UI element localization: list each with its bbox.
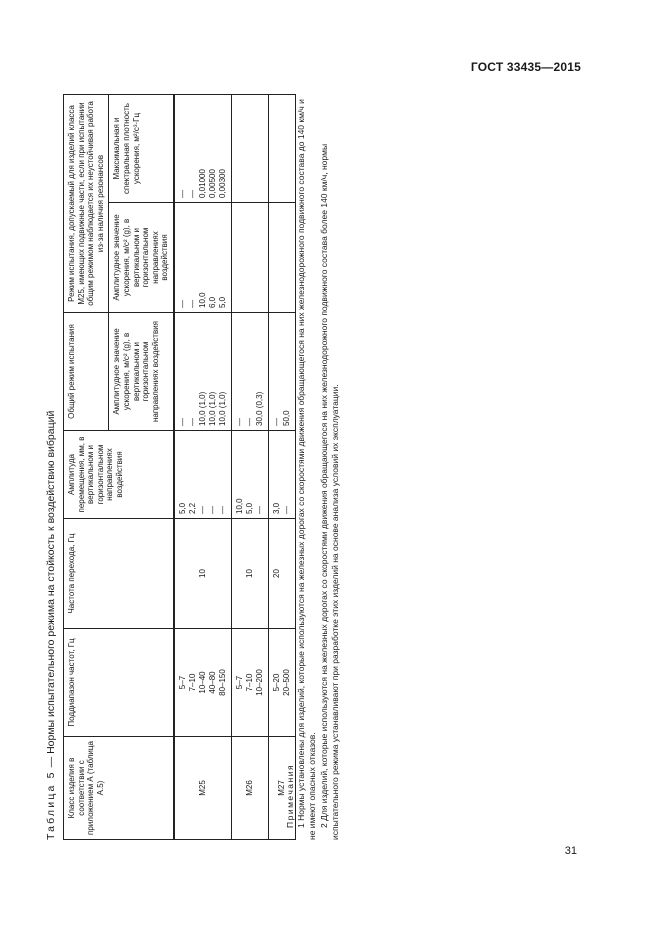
m25-accel-cell — [231, 203, 268, 313]
table-row — [174, 95, 232, 840]
header-class: Класс изделия в соответствии с приложением А (таблица А.5) — [64, 737, 174, 840]
rotated-table-area — [45, 95, 375, 840]
m25-accel-cell: — — 10,0 6,0 5,0 — [174, 203, 232, 313]
displacement-cell: 3,0 — — [268, 431, 295, 519]
freq-cell: 5–7 7–10 10–200 — [231, 629, 268, 737]
table-notes — [285, 95, 341, 840]
note-1: 1 Нормы установлены для изделий, которые используются на железных дорогах со скоростями движения обращающегося на них железнодорожного подвижного состава до 140 км/ч и не имеют опасных отказов. — [296, 99, 318, 840]
displacement-cell: 10,0 5,0 — — [231, 431, 268, 519]
caption-text: — Нормы испытательного режима на стойкость к воздействию вибраций — [45, 410, 57, 771]
m25-density-cell: — — 0,01000 0,00500 0,00300 — [174, 95, 232, 203]
transition-cell: 20 — [268, 519, 295, 629]
freq-cell: 5–7 7–10 10–40 40–80 80–150 — [174, 629, 232, 737]
note-2: 2 Для изделий, которые используются на железных дорогах со скоростями движения обращающегося на них железнодорожного подвижного состава более 140 км/ч, нормы испытательного режима устанавливают при разработке этих изделий на основе анализа условий их эксплуатации. — [318, 143, 340, 840]
general-accel-cell: — — 30,0 (0,3) — [231, 313, 268, 431]
subheader-m25-density: Максимальная и спектральная плотность ускорения, м²/с³·Гц — [109, 95, 174, 203]
caption-prefix: Таблица 5 — [45, 770, 57, 840]
table-caption — [45, 411, 57, 840]
table-row — [231, 95, 268, 840]
header-m25-mode: Режим испытания, допускаемый для изделий класса М25, имеющих подвижные части, если при испытании общим режимом наблюдается их неустойчивая работа из-за наличия резонансов — [64, 95, 109, 313]
general-accel-cell: — 50,0 — [268, 313, 295, 431]
header-transition: Частота перехода, Гц — [64, 519, 174, 629]
header-general-mode: Общий режим испытания — [64, 313, 109, 431]
freq-cell: 5–20 20–500 — [268, 629, 295, 737]
subheader-m25-accel: Амплитудное значение ускорения, м/с² (g), в вертикальном и горизонтальном направлениях воздействия — [109, 203, 174, 313]
general-accel-cell: — — 10,0 (1,0) 10,0 (1,0) 10,0 (1,0) — [174, 313, 232, 431]
vibration-norms-table — [63, 94, 296, 840]
notes-heading: Примечания — [285, 763, 295, 828]
transition-cell: 10 — [174, 519, 232, 629]
page-number: 31 — [564, 845, 577, 857]
class-cell: М25 — [174, 737, 232, 840]
standard-code: ГОСТ 33435—2015 — [470, 60, 581, 74]
header-freq-range: Поддиапазон частот, Гц — [64, 629, 174, 737]
class-cell: М26 — [231, 737, 268, 840]
transition-cell: 10 — [231, 519, 268, 629]
m25-density-cell — [231, 95, 268, 203]
header-displacement: Амплитуда перемещения, мм, в вертикальном и горизонтальном направлениях воздействия — [64, 431, 174, 519]
subheader-general-accel: Амплитудное значение ускорения, м/с² (g), в вертикальном и горизонтальном направлениях воздействия — [109, 313, 174, 431]
displacement-cell: 5,0 2,2 — — — — [174, 431, 232, 519]
class-cell: М27 — [268, 737, 295, 840]
